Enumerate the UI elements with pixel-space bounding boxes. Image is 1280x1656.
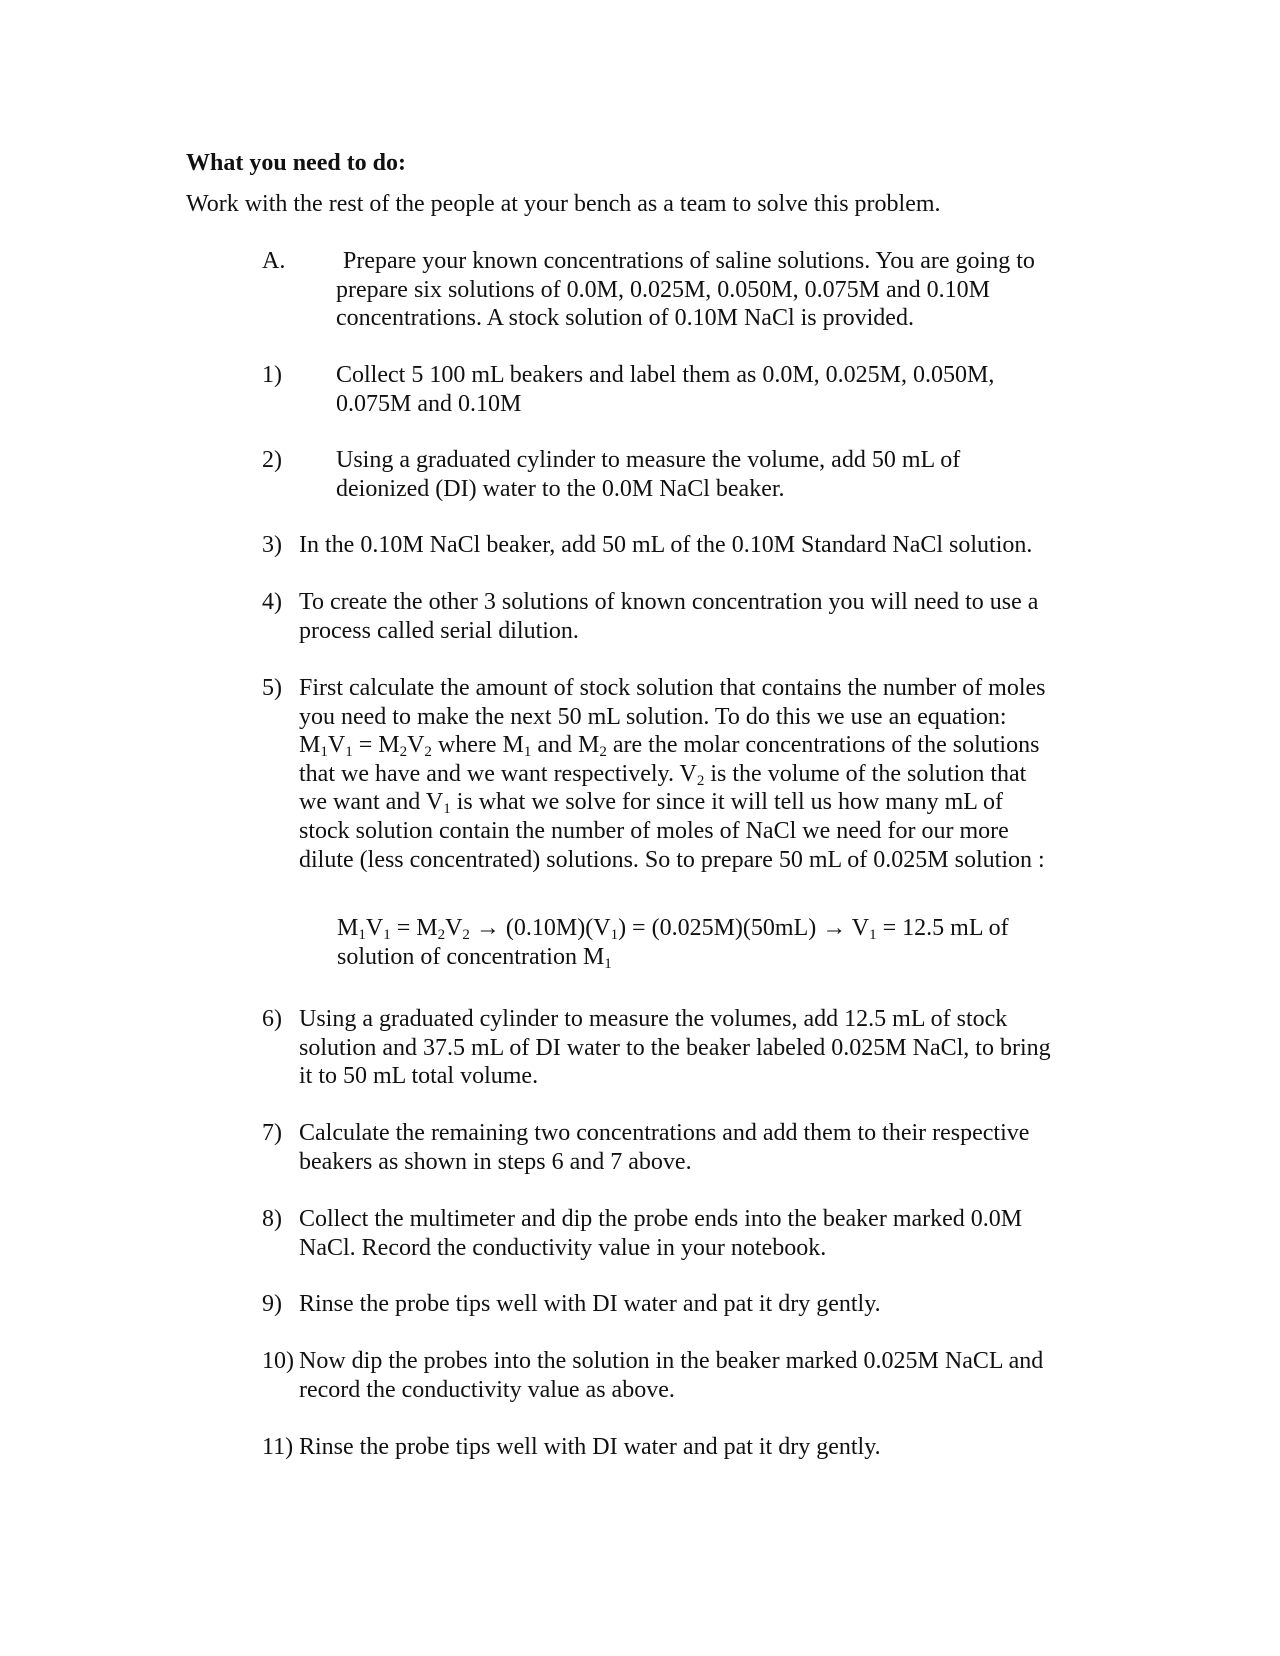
item-line: First calculate the amount of stock solution that contains the number of moles bbox=[299, 675, 1046, 701]
item-line: that we have and we want respectively. $V_2$ is the volume of the solution that bbox=[299, 760, 1027, 789]
list-marker: 6) bbox=[262, 1006, 282, 1032]
item-line: Calculate the remaining two concentrations and add them to their respective bbox=[299, 1120, 1030, 1146]
item-line: Rinse the probe tips well with DI water and pat it dry gently. bbox=[299, 1434, 881, 1460]
item-line: record the conductivity value as above. bbox=[299, 1376, 675, 1403]
equation-line: solution of concentration $M_1$ bbox=[337, 943, 612, 972]
list-marker: A. bbox=[262, 248, 286, 274]
item-line: To create the other 3 solutions of known concentration you will need to use a bbox=[299, 589, 1039, 615]
list-marker: 9) bbox=[262, 1291, 282, 1317]
item-line: In the 0.10M NaCl beaker, add 50 mL of the 0.10M Standard NaCl solution. bbox=[299, 532, 1033, 558]
item-line: Now dip the probes into the solution in the beaker marked 0.025M NaCL and bbox=[299, 1348, 1044, 1374]
item-line: you need to make the next 50 mL solution. To do this we use an equation: bbox=[299, 703, 1007, 730]
list-marker: 2) bbox=[262, 447, 282, 473]
item-line: $M_1V_1 = M_2V_2$ where $M_1$ and $M_2$ are the molar concentrations of the solutions bbox=[299, 732, 1040, 761]
intro-text: Work with the rest of the people at your bench as a team to solve this problem. bbox=[186, 191, 941, 217]
list-marker: 4) bbox=[262, 589, 282, 615]
item-line: Prepare your known concentrations of saline solutions. You are going to bbox=[343, 248, 1035, 274]
item-line: process called serial dilution. bbox=[299, 617, 579, 644]
list-marker: 11) bbox=[262, 1434, 294, 1460]
item-line: Collect the multimeter and dip the probe ends into the beaker marked 0.0M bbox=[299, 1206, 1023, 1232]
item-line: deionized (DI) water to the 0.0M NaCl beaker. bbox=[336, 475, 785, 502]
item-line: solution and 37.5 mL of DI water to the beaker labeled 0.025M NaCl, to bring bbox=[299, 1034, 1051, 1061]
list-marker: 5) bbox=[262, 675, 282, 701]
section-heading: What you need to do: bbox=[186, 150, 407, 176]
item-line: 0.075M and 0.10M bbox=[336, 390, 522, 417]
item-line: concentrations. A stock solution of 0.10M NaCl is provided. bbox=[336, 305, 914, 332]
item-line: prepare six solutions of 0.0M, 0.025M, 0.050M, 0.075M and 0.10M bbox=[336, 276, 990, 303]
list-marker: 10) bbox=[262, 1348, 294, 1374]
equation-block bbox=[337, 914, 1077, 971]
item-line: it to 50 mL total volume. bbox=[299, 1063, 539, 1090]
list-marker: 1) bbox=[262, 362, 282, 388]
item-line: Rinse the probe tips well with DI water and pat it dry gently. bbox=[299, 1291, 881, 1317]
item-line: stock solution contain the number of moles of NaCl we need for our more bbox=[299, 817, 1009, 844]
item-line: Collect 5 100 mL beakers and label them as 0.0M, 0.025M, 0.050M, bbox=[336, 362, 995, 388]
item-line: NaCl. Record the conductivity value in your notebook. bbox=[299, 1234, 827, 1261]
list-marker: 3) bbox=[262, 532, 282, 558]
item-line: dilute (less concentrated) solutions. So to prepare 50 mL of 0.025M solution : bbox=[299, 846, 1045, 873]
item-line: Using a graduated cylinder to measure the volumes, add 12.5 mL of stock bbox=[299, 1006, 1008, 1032]
item-line: Using a graduated cylinder to measure the volume, add 50 mL of bbox=[336, 447, 961, 473]
list-marker: 7) bbox=[262, 1120, 282, 1146]
equation-line: $M_1V_1 = M_2V_2 \to (0.10M)(V_1) = (0.025M)(50mL) \to V_1 = 12.5$ mL of bbox=[337, 915, 1009, 943]
list-marker: 8) bbox=[262, 1206, 282, 1232]
item-line: we want and $V_1$ is what we solve for since it will tell us how many mL of bbox=[299, 789, 1004, 818]
item-line: beakers as shown in steps 6 and 7 above. bbox=[299, 1148, 692, 1175]
